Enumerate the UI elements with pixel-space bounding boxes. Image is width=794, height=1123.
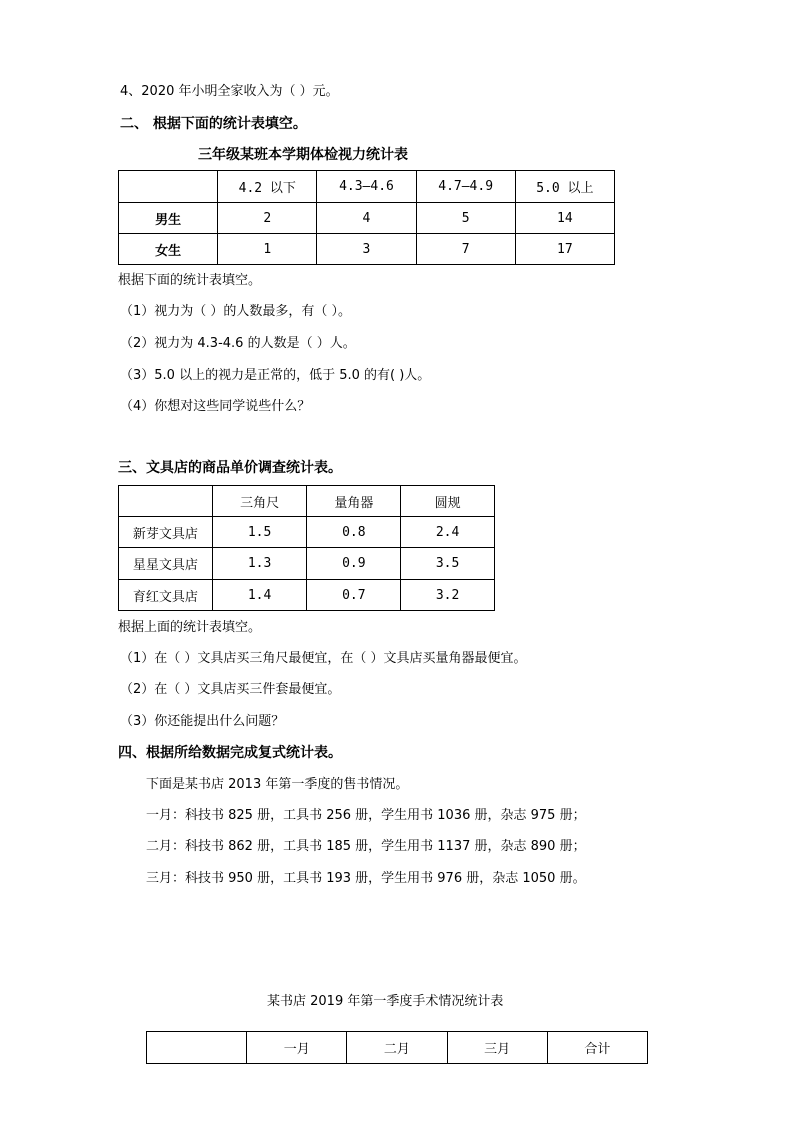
row-label-boys: 男生 [119, 203, 218, 234]
section-2-question-4: （4）你想对这些同学说些什么？ [120, 399, 311, 414]
month-line-feb: 二月：科技书 862 册，工具书 185 册，学生用书 1137 册，杂志 890 册； [146, 839, 586, 854]
table-cell: 1 [218, 234, 317, 265]
section-3-question-2: （2）在（ ）文具店买三件套最便宜。 [120, 682, 341, 697]
table-cell: 14 [515, 203, 614, 234]
table-cell: 3 [317, 234, 416, 265]
table-cell: 1.5 [212, 517, 307, 548]
section-3-instruction: 根据上面的统计表填空。 [118, 620, 262, 635]
bookstore-header-cell: 三月 [447, 1032, 547, 1064]
month-line-mar: 三月：科技书 950 册，工具书 193 册，学生用书 976 册，杂志 1050 册。 [146, 871, 586, 886]
vision-header-cell: 4.3—4.6 [317, 171, 416, 203]
stationery-header-cell: 三角尺 [212, 486, 307, 517]
bookstore-header-cell [147, 1032, 247, 1064]
month-line-jan: 一月：科技书 825 册，工具书 256 册，学生用书 1036 册，杂志 975 册； [146, 808, 586, 823]
stationery-header-cell [119, 486, 213, 517]
vision-header-cell [119, 171, 218, 203]
section-3-question-3: （3）你还能提出什么问题？ [120, 714, 285, 729]
vision-header-cell: 5.0 以上 [515, 171, 614, 203]
stationery-header-cell: 圆规 [401, 486, 495, 517]
table-row [119, 517, 495, 548]
table-row [119, 548, 495, 580]
bookstore-table-header-row [147, 1032, 648, 1064]
table-cell: 1.4 [212, 580, 307, 611]
table-cell: 0.7 [307, 580, 401, 611]
row-label-girls: 女生 [119, 234, 218, 265]
vision-table-header-row [119, 171, 615, 203]
section-4-intro: 下面是某书店 2013 年第一季度的售书情况。 [146, 777, 409, 792]
store-name-cell: 新芽文具店 [119, 517, 213, 548]
table-cell: 0.8 [307, 517, 401, 548]
bookstore-header-cell: 一月 [247, 1032, 347, 1064]
table-cell: 0.9 [307, 548, 401, 580]
vision-table-title: 三年级某班本学期体检视力统计表 [198, 147, 408, 163]
section-3-question-1: （1）在（ ）文具店买三角尺最便宜，在（ ）文具店买量角器最便宜。 [120, 651, 527, 666]
section-2-instruction: 根据下面的统计表填空。 [118, 273, 262, 288]
table-cell: 7 [416, 234, 515, 265]
vision-table [118, 170, 615, 265]
table-cell: 4 [317, 203, 416, 234]
stationery-table-header-row [119, 486, 495, 517]
bookstore-header-cell: 二月 [347, 1032, 447, 1064]
stationery-table [118, 485, 495, 611]
stationery-header-cell: 量角器 [307, 486, 401, 517]
table-cell: 3.5 [401, 548, 495, 580]
section-2-question-3: （3）5.0 以上的视力是正常的，低于 5.0 的有( )人。 [120, 368, 431, 383]
table-cell: 17 [515, 234, 614, 265]
section-4-heading: 四、根据所给数据完成复式统计表。 [118, 745, 342, 761]
bookstore-header-cell: 合计 [547, 1032, 647, 1064]
table-cell: 3.2 [401, 580, 495, 611]
store-name-cell: 育红文具店 [119, 580, 213, 611]
bookstore-table-title: 某书店 2019 年第一季度手术情况统计表 [267, 994, 504, 1009]
section-2-question-2: （2）视力为 4.3-4.6 的人数是（ ）人。 [120, 336, 356, 351]
question-item-4: 4、2020 年小明全家收入为（ ）元。 [120, 84, 339, 99]
table-cell: 1.3 [212, 548, 307, 580]
table-cell: 2 [218, 203, 317, 234]
section-2-heading: 二、 根据下面的统计表填空。 [120, 116, 307, 132]
section-2-question-1: （1）视力为（ ）的人数最多，有（ ）。 [120, 304, 352, 319]
table-row [119, 203, 615, 234]
section-3-heading: 三、文具店的商品单价调查统计表。 [118, 460, 342, 476]
store-name-cell: 星星文具店 [119, 548, 213, 580]
vision-header-cell: 4.7—4.9 [416, 171, 515, 203]
table-cell: 5 [416, 203, 515, 234]
vision-header-cell: 4.2 以下 [218, 171, 317, 203]
table-row [119, 580, 495, 611]
bookstore-table [146, 1031, 648, 1064]
table-row [119, 234, 615, 265]
table-cell: 2.4 [401, 517, 495, 548]
